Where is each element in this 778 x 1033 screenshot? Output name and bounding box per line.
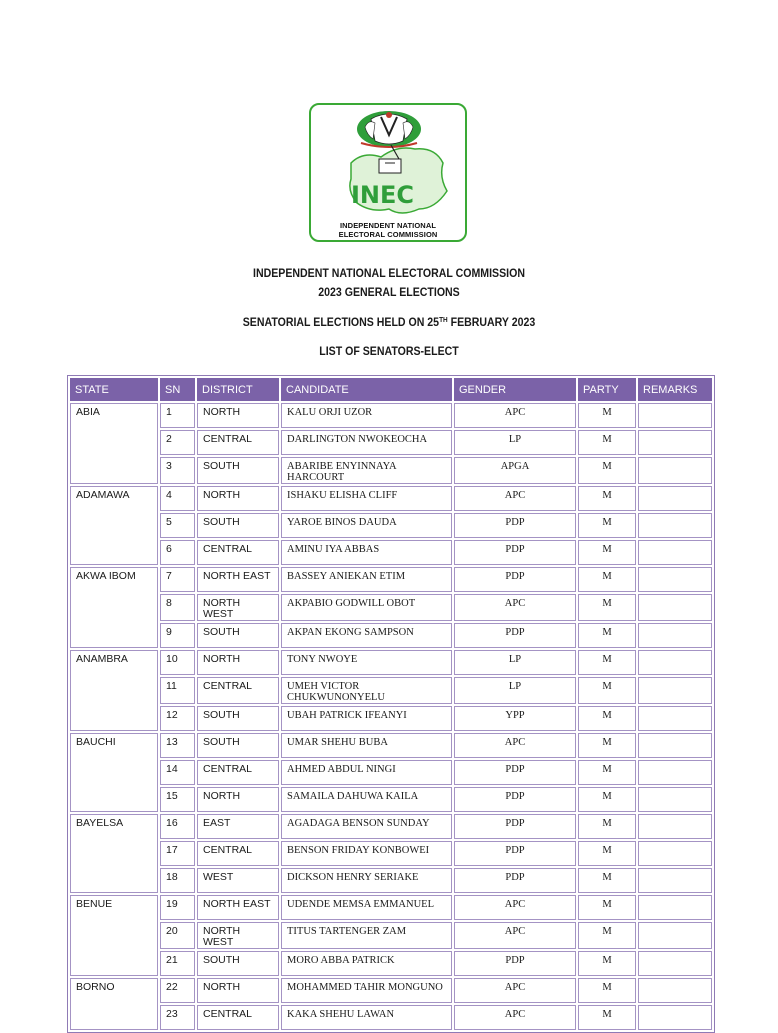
gender-cell: APC bbox=[454, 1005, 576, 1030]
gender-cell: PDP bbox=[454, 623, 576, 648]
sn-cell: 3 bbox=[160, 457, 195, 484]
col-header-gender: GENDER bbox=[454, 378, 576, 401]
col-header-candidate: CANDIDATE bbox=[281, 378, 452, 401]
table-row bbox=[70, 594, 712, 621]
gender-cell: APC bbox=[454, 895, 576, 920]
sn-cell: 10 bbox=[160, 650, 195, 675]
sn-cell: 17 bbox=[160, 841, 195, 866]
sn-cell: 2 bbox=[160, 430, 195, 455]
table-row bbox=[70, 814, 712, 839]
district-cell: CENTRAL bbox=[197, 760, 279, 785]
party-cell: M bbox=[578, 677, 636, 704]
district-cell: NORTH EAST bbox=[197, 895, 279, 920]
table-row bbox=[70, 623, 712, 648]
candidate-cell: UMAR SHEHU BUBA bbox=[281, 733, 452, 758]
party-cell: M bbox=[578, 650, 636, 675]
district-cell: NORTH bbox=[197, 978, 279, 1003]
col-header-party: PARTY bbox=[578, 378, 636, 401]
party-cell: M bbox=[578, 1005, 636, 1030]
sn-cell: 23 bbox=[160, 1005, 195, 1030]
gender-cell: PDP bbox=[454, 540, 576, 565]
remarks-cell bbox=[638, 567, 712, 592]
state-cell: AKWA IBOM bbox=[70, 567, 158, 648]
gender-cell: PDP bbox=[454, 868, 576, 893]
party-cell: M bbox=[578, 486, 636, 511]
district-cell: SOUTH bbox=[197, 457, 279, 484]
table-body bbox=[70, 403, 712, 1030]
candidate-cell: BASSEY ANIEKAN ETIM bbox=[281, 567, 452, 592]
table-row bbox=[70, 868, 712, 893]
district-cell: NORTH bbox=[197, 403, 279, 428]
sn-cell: 21 bbox=[160, 951, 195, 976]
remarks-cell bbox=[638, 951, 712, 976]
party-cell: M bbox=[578, 787, 636, 812]
party-cell: M bbox=[578, 623, 636, 648]
gender-cell: APC bbox=[454, 403, 576, 428]
party-cell: M bbox=[578, 922, 636, 949]
candidate-cell: AMINU IYA ABBAS bbox=[281, 540, 452, 565]
remarks-cell bbox=[638, 403, 712, 428]
district-cell: SOUTH bbox=[197, 623, 279, 648]
party-cell: M bbox=[578, 403, 636, 428]
candidate-cell: TITUS TARTENGER ZAM bbox=[281, 922, 452, 949]
gender-cell: APC bbox=[454, 733, 576, 758]
gender-cell: APC bbox=[454, 922, 576, 949]
heading-senatorial-sup: TH bbox=[439, 317, 448, 324]
sn-cell: 1 bbox=[160, 403, 195, 428]
logo-lettering: INEC bbox=[351, 181, 415, 209]
candidate-cell: YAROE BINOS DAUDA bbox=[281, 513, 452, 538]
party-cell: M bbox=[578, 594, 636, 621]
candidate-cell: ABARIBE ENYINNAYA HARCOURT bbox=[281, 457, 452, 484]
district-cell: EAST bbox=[197, 814, 279, 839]
party-cell: M bbox=[578, 733, 636, 758]
party-cell: M bbox=[578, 868, 636, 893]
district-cell: WEST bbox=[197, 868, 279, 893]
district-cell: SOUTH bbox=[197, 706, 279, 731]
sn-cell: 4 bbox=[160, 486, 195, 511]
candidate-cell: UMEH VICTOR CHUKWUNONYELU bbox=[281, 677, 452, 704]
state-cell: BENUE bbox=[70, 895, 158, 976]
sn-cell: 14 bbox=[160, 760, 195, 785]
candidate-cell: AKPAN EKONG SAMPSON bbox=[281, 623, 452, 648]
heading-senatorial-pre: SENATORIAL ELECTIONS HELD ON 25 bbox=[242, 317, 440, 329]
table-row bbox=[70, 540, 712, 565]
party-cell: M bbox=[578, 430, 636, 455]
sn-cell: 8 bbox=[160, 594, 195, 621]
table-header-row bbox=[70, 378, 712, 401]
table-row bbox=[70, 457, 712, 484]
gender-cell: PDP bbox=[454, 951, 576, 976]
district-cell: NORTH EAST bbox=[197, 567, 279, 592]
district-cell: NORTH WEST bbox=[197, 594, 279, 621]
candidate-cell: UBAH PATRICK IFEANYI bbox=[281, 706, 452, 731]
district-cell: CENTRAL bbox=[197, 430, 279, 455]
heading-senatorial bbox=[31, 317, 747, 329]
remarks-cell bbox=[638, 623, 712, 648]
district-cell: SOUTH bbox=[197, 733, 279, 758]
candidate-cell: ISHAKU ELISHA CLIFF bbox=[281, 486, 452, 511]
col-header-state: STATE bbox=[70, 378, 158, 401]
table-row bbox=[70, 841, 712, 866]
remarks-cell bbox=[638, 1005, 712, 1030]
candidate-cell: SAMAILA DAHUWA KAILA bbox=[281, 787, 452, 812]
sn-cell: 13 bbox=[160, 733, 195, 758]
gender-cell: LP bbox=[454, 677, 576, 704]
gender-cell: LP bbox=[454, 650, 576, 675]
senators-table bbox=[67, 375, 715, 1033]
district-cell: CENTRAL bbox=[197, 1005, 279, 1030]
remarks-cell bbox=[638, 513, 712, 538]
sn-cell: 7 bbox=[160, 567, 195, 592]
party-cell: M bbox=[578, 841, 636, 866]
table-row bbox=[70, 403, 712, 428]
candidate-cell: BENSON FRIDAY KONBOWEI bbox=[281, 841, 452, 866]
gender-cell: APC bbox=[454, 978, 576, 1003]
table-row bbox=[70, 513, 712, 538]
remarks-cell bbox=[638, 677, 712, 704]
party-cell: M bbox=[578, 567, 636, 592]
table-row bbox=[70, 486, 712, 511]
gender-cell: YPP bbox=[454, 706, 576, 731]
sn-cell: 9 bbox=[160, 623, 195, 648]
table-row bbox=[70, 787, 712, 812]
remarks-cell bbox=[638, 787, 712, 812]
candidate-cell: TONY NWOYE bbox=[281, 650, 452, 675]
table-row bbox=[70, 978, 712, 1003]
gender-cell: APGA bbox=[454, 457, 576, 484]
heading-commission: INDEPENDENT NATIONAL ELECTORAL COMMISSION bbox=[253, 268, 525, 280]
state-cell: ABIA bbox=[70, 403, 158, 484]
sn-cell: 12 bbox=[160, 706, 195, 731]
table-row bbox=[70, 430, 712, 455]
candidate-cell: DARLINGTON NWOKEOCHA bbox=[281, 430, 452, 455]
party-cell: M bbox=[578, 978, 636, 1003]
sn-cell: 6 bbox=[160, 540, 195, 565]
sn-cell: 16 bbox=[160, 814, 195, 839]
gender-cell: PDP bbox=[454, 760, 576, 785]
district-cell: SOUTH bbox=[197, 513, 279, 538]
remarks-cell bbox=[638, 650, 712, 675]
remarks-cell bbox=[638, 594, 712, 621]
candidate-cell: AKPABIO GODWILL OBOT bbox=[281, 594, 452, 621]
party-cell: M bbox=[578, 951, 636, 976]
remarks-cell bbox=[638, 760, 712, 785]
remarks-cell bbox=[638, 922, 712, 949]
candidate-cell: AHMED ABDUL NINGI bbox=[281, 760, 452, 785]
party-cell: M bbox=[578, 457, 636, 484]
heading-list: LIST OF SENATORS-ELECT bbox=[319, 346, 459, 358]
district-cell: NORTH bbox=[197, 650, 279, 675]
state-cell: ANAMBRA bbox=[70, 650, 158, 731]
inec-emblem-icon bbox=[311, 105, 465, 240]
gender-cell: PDP bbox=[454, 567, 576, 592]
table-row bbox=[70, 895, 712, 920]
party-cell: M bbox=[578, 513, 636, 538]
remarks-cell bbox=[638, 978, 712, 1003]
remarks-cell bbox=[638, 733, 712, 758]
table-row bbox=[70, 760, 712, 785]
party-cell: M bbox=[578, 540, 636, 565]
logo-caption-line1: INDEPENDENT NATIONAL bbox=[339, 221, 437, 230]
table-row bbox=[70, 706, 712, 731]
sn-cell: 5 bbox=[160, 513, 195, 538]
candidate-cell: MOHAMMED TAHIR MONGUNO bbox=[281, 978, 452, 1003]
remarks-cell bbox=[638, 540, 712, 565]
remarks-cell bbox=[638, 841, 712, 866]
candidate-cell: KALU ORJI UZOR bbox=[281, 403, 452, 428]
remarks-cell bbox=[638, 868, 712, 893]
logo-caption-line2: ELECTORAL COMMISSION bbox=[338, 230, 438, 239]
gender-cell: APC bbox=[454, 594, 576, 621]
col-header-remarks: REMARKS bbox=[638, 378, 712, 401]
sn-cell: 22 bbox=[160, 978, 195, 1003]
party-cell: M bbox=[578, 760, 636, 785]
table-row bbox=[70, 650, 712, 675]
remarks-cell bbox=[638, 706, 712, 731]
candidate-cell: MORO ABBA PATRICK bbox=[281, 951, 452, 976]
sn-cell: 19 bbox=[160, 895, 195, 920]
candidate-cell: AGADAGA BENSON SUNDAY bbox=[281, 814, 452, 839]
heading-elections: 2023 GENERAL ELECTIONS bbox=[318, 287, 460, 299]
party-cell: M bbox=[578, 706, 636, 731]
district-cell: NORTH bbox=[197, 787, 279, 812]
table-row bbox=[70, 567, 712, 592]
remarks-cell bbox=[638, 457, 712, 484]
district-cell: CENTRAL bbox=[197, 677, 279, 704]
table-row bbox=[70, 1005, 712, 1030]
table-row bbox=[70, 733, 712, 758]
district-cell: CENTRAL bbox=[197, 540, 279, 565]
table-row bbox=[70, 677, 712, 704]
sn-cell: 15 bbox=[160, 787, 195, 812]
state-cell: BORNO bbox=[70, 978, 158, 1030]
sn-cell: 18 bbox=[160, 868, 195, 893]
remarks-cell bbox=[638, 814, 712, 839]
gender-cell: PDP bbox=[454, 513, 576, 538]
table-row bbox=[70, 951, 712, 976]
candidate-cell: DICKSON HENRY SERIAKE bbox=[281, 868, 452, 893]
district-cell: NORTH WEST bbox=[197, 922, 279, 949]
party-cell: M bbox=[578, 895, 636, 920]
state-cell: ADAMAWA bbox=[70, 486, 158, 565]
state-cell: BAUCHI bbox=[70, 733, 158, 812]
gender-cell: LP bbox=[454, 430, 576, 455]
remarks-cell bbox=[638, 486, 712, 511]
sn-cell: 11 bbox=[160, 677, 195, 704]
candidate-cell: KAKA SHEHU LAWAN bbox=[281, 1005, 452, 1030]
table-row bbox=[70, 922, 712, 949]
inec-logo bbox=[309, 103, 467, 242]
gender-cell: PDP bbox=[454, 814, 576, 839]
gender-cell: PDP bbox=[454, 787, 576, 812]
remarks-cell bbox=[638, 895, 712, 920]
district-cell: CENTRAL bbox=[197, 841, 279, 866]
sn-cell: 20 bbox=[160, 922, 195, 949]
gender-cell: APC bbox=[454, 486, 576, 511]
gender-cell: PDP bbox=[454, 841, 576, 866]
col-header-district: DISTRICT bbox=[197, 378, 279, 401]
state-cell: BAYELSA bbox=[70, 814, 158, 893]
district-cell: SOUTH bbox=[197, 951, 279, 976]
heading-senatorial-post: FEBRUARY 2023 bbox=[447, 317, 536, 329]
party-cell: M bbox=[578, 814, 636, 839]
col-header-sn: SN bbox=[160, 378, 195, 401]
district-cell: NORTH bbox=[197, 486, 279, 511]
candidate-cell: UDENDE MEMSA EMMANUEL bbox=[281, 895, 452, 920]
remarks-cell bbox=[638, 430, 712, 455]
